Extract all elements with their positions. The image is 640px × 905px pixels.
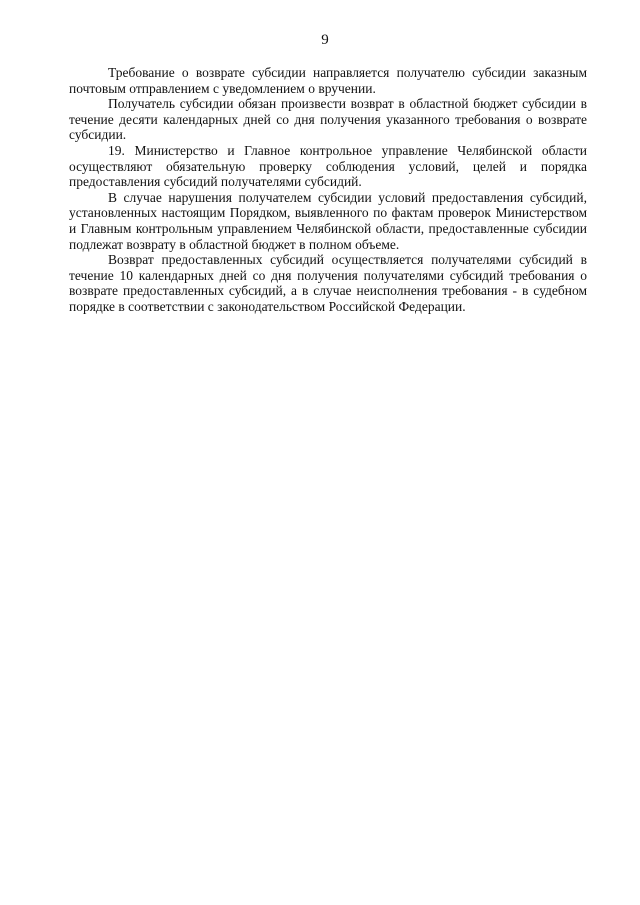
paragraph-return-obligation: Получатель субсидии обязан произвести возврат в областной бюджет субсидии в течение десяти календарных дней со дня получения указанного требования о возврате субсидии.	[69, 96, 587, 143]
paragraph-item-19-inspection: 19. Министерство и Главное контрольное управление Челябинской области осуществляют обязательную проверку соблюдения условий, целей и порядка предоставления субсидий получателями субсидий.	[69, 142, 587, 190]
paragraph-violation-return: В случае нарушения получателем субсидии условий предоставления субсидий, установленных настоящим Порядком, выявленного по фактам проверок Министерством и Главным контрольным управлением Челябинской области, предоставленные субсидии подлежат возврату в областной бюджет в полном объеме.	[69, 189, 587, 252]
page-number: 9	[321, 32, 329, 48]
paragraph-return-procedure: Возврат предоставленных субсидий осуществляется получателями субсидий в течение 10 календарных дней со дня получения получателями субсидий требования о возврате предоставленных субсидий, а в случае неисполнения требования - в судебном порядке в соответствии с законодательством Российской Федерации.	[69, 252, 587, 314]
paragraph-requirement-notice: Требование о возврате субсидии направляется получателю субсидии заказным почтовым отправлением с уведомлением о вручении.	[69, 65, 587, 96]
document-body	[69, 65, 587, 315]
